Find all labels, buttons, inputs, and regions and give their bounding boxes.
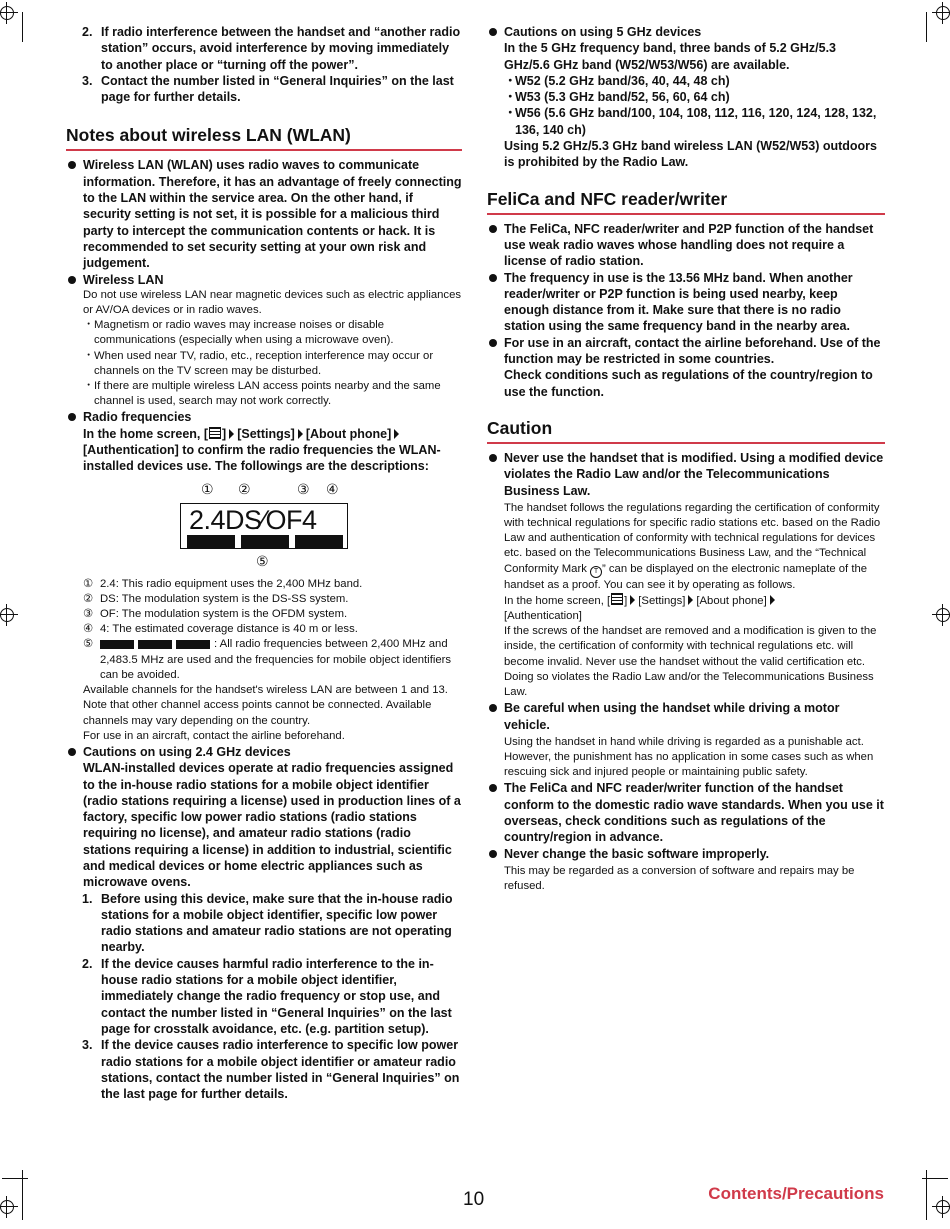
technical-conformity-mark-icon: T — [590, 566, 602, 578]
cautions-2-4ghz-steps — [66, 891, 462, 1103]
bullet-icon — [68, 748, 76, 756]
figure-number: ① — [201, 480, 214, 497]
right-triangle-icon — [688, 595, 693, 605]
crop-mark-icon — [0, 1196, 18, 1218]
bullet-icon — [68, 276, 76, 284]
figure-number: ② — [238, 480, 251, 497]
bullet-icon — [489, 28, 497, 36]
crop-line — [922, 1178, 948, 1179]
bullet-body: However, the punishment has no application in some cases such as when rescuing sick and injured people or maintaining public safety. — [504, 751, 874, 779]
contents-precautions-link[interactable]: Contents/Precautions — [708, 1184, 884, 1203]
bullet-icon — [68, 413, 76, 421]
bullet-caution-overseas: The FeliCa and NFC reader/writer function of the handset conform to the domestic radio wave standards. When you use it overseas, check conditions such as regulations of the country/region in advance. — [487, 780, 885, 845]
section-title-felica: FeliCa and NFC reader/writer — [487, 189, 885, 215]
band-bar — [138, 640, 172, 649]
channels-note: Available channels for the handset's wireless LAN are between 1 and 13. Note that other channel access points cannot be connected. Available channels may vary depending on the country. — [83, 684, 448, 727]
sub-item: ・ When used near TV, radio, etc., reception interference may occur or channels on the TV screen may be disturbed. — [83, 349, 434, 377]
interference-steps — [66, 24, 462, 105]
sub-item: ・ W52 (5.2 GHz band/36, 40, 44, 48 ch) — [504, 73, 730, 88]
crop-line — [926, 12, 927, 42]
list-item: ④ 4: The estimated coverage distance is 40 m or less. — [83, 623, 358, 636]
crop-mark-icon — [0, 604, 18, 626]
bullet-body: Using 5.2 GHz/5.3 GHz band wireless LAN (W52/W53) outdoors is prohibited by the Radio Law. — [504, 139, 877, 170]
figure-number: ⑤ — [256, 552, 269, 569]
bullet-wlan-intro: Wireless LAN (WLAN) uses radio waves to communicate information. Therefore, it has an advantage of freely connecting to the LAN within the service area. On the other hand, if security setting is not set, it is possible for a malicious third party to intercept the communication contents or hack. It is recommended to set security setting at your own risk and judgement. — [66, 157, 462, 271]
bullet-caution-modified — [487, 450, 885, 700]
sub-item: ・ W53 (5.3 GHz band/52, 56, 60, 64 ch) — [504, 90, 730, 105]
navigation-instruction: In the home screen, [ ] [Settings] [About phone][Authentication] to confirm the radio frequencies the WLAN-installed devices use. The followings are the descriptions: — [83, 426, 441, 474]
list-item: 3. If the device causes radio interference to specific low power radio stations for a mobile object identifier or amateur radio stations, contact the number listed in “General Inquiries” on the last page for further details. — [82, 1038, 460, 1102]
band-bar — [176, 640, 210, 649]
list-item: 2. If the device causes harmful radio interference to the in-house radio stations for a mobile object identifier, immediately change the radio frequency or stop use, and contact the number listed in “General Inquiries” on the last page for crosstalk avoidance, etc. (e.g. partition setup). — [82, 956, 452, 1036]
list-item: 3. Contact the number listed in “General Inquiries” on the last page for further details. — [82, 73, 454, 105]
bullet-heading: Cautions on using 5 GHz devices — [504, 25, 702, 39]
navigation-instruction: In the home screen, [ ] [Settings] [About phone] [Authentication] — [504, 593, 885, 624]
list-item: ② DS: The modulation system is the DS-SS system. — [83, 592, 349, 605]
bullet-heading: Never change the basic software improperly. — [504, 846, 770, 861]
right-triangle-icon — [229, 429, 234, 439]
bullet-icon — [68, 161, 76, 169]
bullet-heading: Never use the handset that is modified. Using a modified device violates the Radio Law and/or the Telecommunications Business Law. — [504, 450, 884, 498]
bullet-body: If the screws of the handset are removed and a modification is given to the inside, the certification of conformity with technical regulations etc. will become invalid. Never use the handset without the valid certification etc. Doing so violates the Radio Law and/or the Telecommunications Business Law. — [504, 625, 877, 699]
left-column — [66, 24, 462, 1102]
bullet-body: Do not use wireless LAN near magnetic devices such as electric appliances or AV/OA devices or in radio waves. — [83, 288, 462, 317]
bullet-heading: Wireless LAN — [83, 272, 164, 287]
figure-legend — [83, 577, 462, 683]
bullet-radio-frequencies — [66, 409, 462, 743]
frequency-label-figure — [83, 481, 462, 573]
bullet-cautions-5ghz — [487, 24, 885, 171]
figure-number: ③ — [297, 480, 310, 497]
bullet-felica-2: The frequency in use is the 13.56 MHz band. When another reader/writer or P2P function is being used nearby, keep enough distance from it. Make sure that there is no radio station using the same frequency band in the nearby area. — [487, 270, 885, 335]
sub-item: ・ If there are multiple wireless LAN access points nearby and the same channel is used, search may not work correctly. — [83, 380, 441, 408]
band-bar — [187, 535, 235, 548]
frequency-label-text: 2.4DS∕OF4 — [189, 504, 317, 535]
right-triangle-icon — [298, 429, 303, 439]
bullet-body: In the 5 GHz frequency band, three bands of 5.2 GHz/5.3 GHz/5.6 GHz band (W52/W53/W56) are available. — [504, 41, 837, 72]
bullet-icon — [489, 225, 497, 233]
right-column — [487, 24, 885, 894]
crop-mark-icon — [932, 1196, 950, 1218]
crop-mark-icon — [932, 2, 950, 24]
bullet-caution-driving — [487, 700, 885, 780]
bullet-icon — [489, 784, 497, 792]
figure-number: ④ — [326, 480, 339, 497]
crop-mark-icon — [0, 2, 18, 24]
band-bar — [241, 535, 289, 548]
bullet-heading: Radio frequencies — [83, 410, 192, 425]
bullet-heading: Cautions on using 2.4 GHz devices — [83, 744, 291, 759]
right-triangle-icon — [630, 595, 635, 605]
sub-item: ・ Magnetism or radio waves may increase noises or disable communications (especially when using a microwave oven). — [83, 319, 394, 347]
sub-item: ・ W56 (5.6 GHz band/100, 104, 108, 112, 116, 120, 124, 128, 132, 136, 140 ch) — [504, 106, 877, 137]
band-bar — [100, 640, 134, 649]
frequency-label-box — [180, 503, 348, 549]
bullet-body: Using the handset in hand while driving is regarded as a punishable act. — [504, 735, 864, 748]
crop-mark-icon — [932, 604, 950, 626]
bullet-body: The handset follows the regulations regarding the certification of conformity with technical regulations for specific radio stations etc. based on the Radio Law and authentication of conformity with technical regulations for devices etc. based on the Telecommunications Business Law, and the “Technical Conformity Mark T ” can be displayed on the electronic nameplate of the handset as a proof. You can see it by operating as follows. — [504, 501, 881, 591]
list-item: 2. If radio interference between the handset and “another radio station” occurs, avoid interference by moving immediately to another place or “turning off the power”. — [82, 25, 461, 72]
bullet-cautions-2-4ghz — [66, 744, 462, 891]
bullet-icon — [489, 339, 497, 347]
bullet-felica-1: The FeliCa, NFC reader/writer and P2P function of the handset use weak radio waves whose handling does not require a license of radio station. — [487, 221, 885, 270]
section-title-wlan: Notes about wireless LAN (WLAN) — [66, 125, 462, 151]
menu-key-icon — [611, 593, 623, 605]
right-triangle-icon — [770, 595, 775, 605]
bullet-wireless-lan — [66, 272, 462, 410]
section-title-caution: Caution — [487, 418, 885, 444]
page-number: 10 — [463, 1189, 485, 1210]
list-item: ③ OF: The modulation system is the OFDM system. — [83, 608, 348, 621]
bullet-heading: Be careful when using the handset while driving a motor vehicle. — [504, 701, 840, 732]
list-item: ① 2.4: This radio equipment uses the 2,400 MHz band. — [83, 577, 363, 590]
band-bar — [295, 535, 343, 548]
aircraft-note: For use in an aircraft, contact the airline beforehand. — [83, 729, 345, 742]
bullet-icon — [489, 454, 497, 462]
crop-line — [22, 12, 23, 42]
bullet-caution-software — [487, 846, 885, 895]
right-triangle-icon — [394, 429, 399, 439]
bullet-body: This may be regarded as a conversion of software and repairs may be refused. — [504, 864, 855, 893]
bullet-felica-3: For use in an aircraft, contact the airline beforehand. Use of the function may be restricted in some countries. Check conditions such as regulations of the country/region to use the function. — [487, 335, 885, 400]
bullet-body: WLAN-installed devices operate at radio frequencies assigned to the in-house radio stations for a mobile object identifier (radio stations requiring a license) used in production lines of a factory, specific low power radio stations (radio stations requiring no license), and amateur radio stations (radio stations requiring a license) in addition to industrial, scientific and medical devices or home electric appliances such as microwave ovens. — [83, 761, 461, 890]
bullet-icon — [489, 850, 497, 858]
list-item: 1. Before using this device, make sure that the in-house radio stations for a mobile object identifier, specific low power radio stations and amateur radio stations are not operating nearby. — [82, 891, 453, 955]
list-item: ⑤ : All radio frequencies between 2,400 MHz and 2,483.5 MHz are used and the frequencies for mobile object identifiers can be avoided. — [83, 638, 452, 681]
menu-key-icon — [209, 427, 221, 439]
bullet-icon — [489, 704, 497, 712]
bullet-icon — [489, 274, 497, 282]
crop-line — [2, 1178, 28, 1179]
